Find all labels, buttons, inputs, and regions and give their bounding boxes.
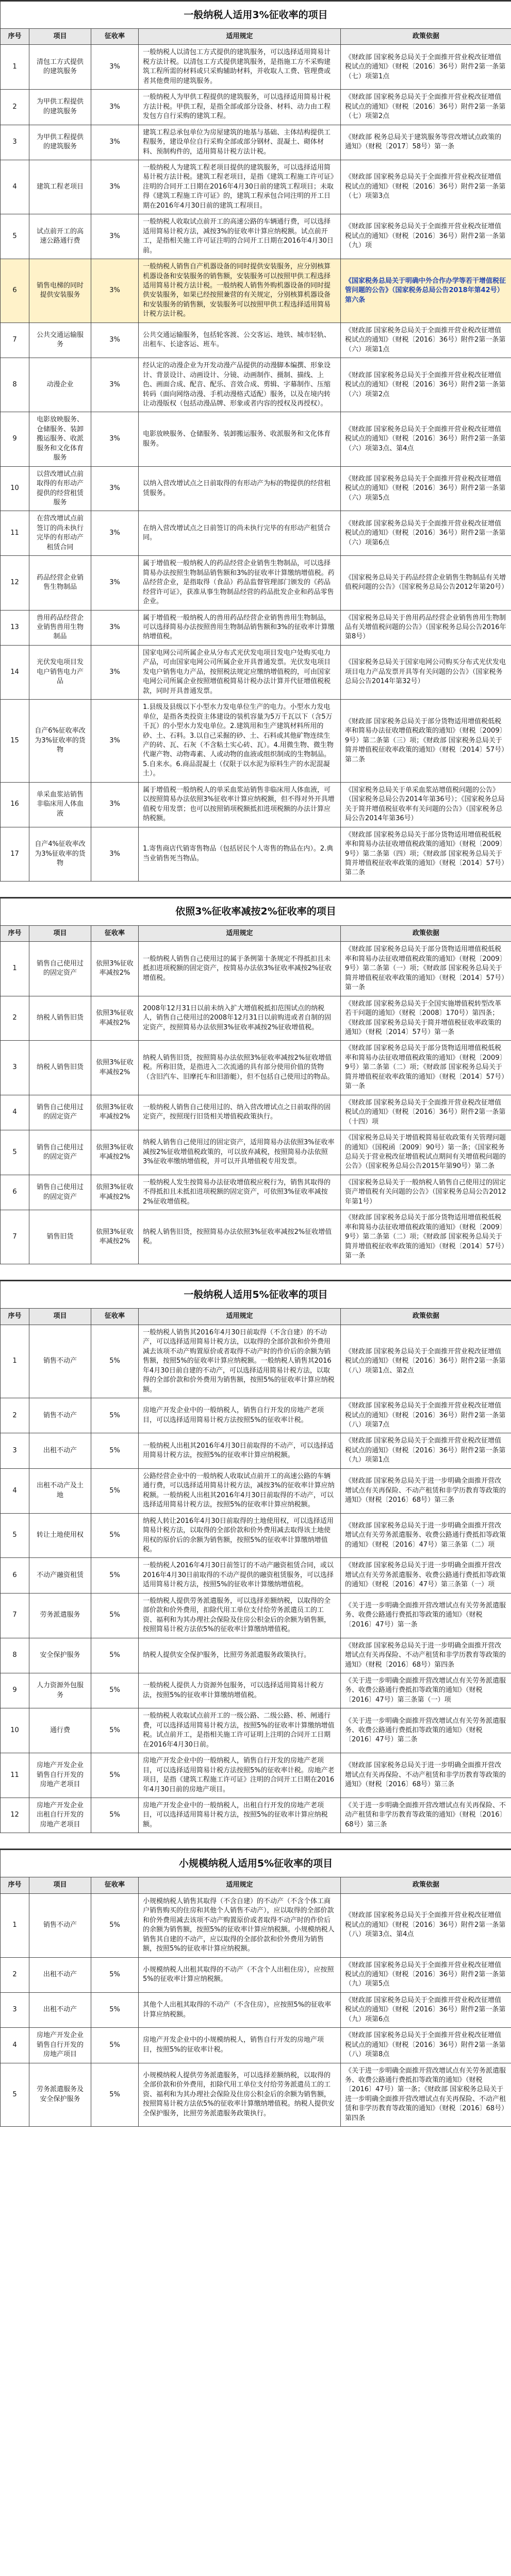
row-item: 以营改增试点前取得的有形动产提供的经营租赁服务 <box>29 466 91 511</box>
row-basis: 《关于进一步明确全面推开营改增试点有关劳务派遣服务、收费公路通行费抵扣等政策的通知》（财税〔2016〕47号）第三条第（一）项 <box>341 1673 511 1708</box>
row-rule: 一般纳税人以清包工方式提供的建筑服务，可以选择适用简易计税方法计税。以清包工方式提供建筑服务，是指施工方不采购建筑工程所需的材料或只采购辅助材料，并收取人工费、管理费或者其他费用的建筑服务。 <box>139 45 341 90</box>
column-header-rate: 征收率 <box>91 925 139 941</box>
table-row <box>1 358 511 412</box>
row-basis: 《财政部 国家税务总局关于全面推开营业税改征增值税试点的通知》（财税〔2016〕36号）附件2第一条第（九）项第5点 <box>341 1957 511 1992</box>
section-title: 一般纳税人适用3%征收率的项目 <box>1 1 511 29</box>
section-title-row <box>1 1850 511 1877</box>
row-basis: 《财政部 国家税务总局关于全面推开营业税改征增值税试点的通知》（财税〔2016〕36号）附件2第一条第（九）项 <box>341 214 511 259</box>
row-rate: 5% <box>91 1513 139 1558</box>
row-rule: 属于增值税一般纳税人的兽用药品经营企业销售兽用生物制品，可以选择简易办法按照兽用生物制品销售额和3%的征收率计算缴纳增值税。 <box>139 610 341 645</box>
row-rate: 3% <box>91 556 139 610</box>
column-header-item: 项目 <box>29 925 91 941</box>
section-gap-cell <box>1 1833 511 1850</box>
row-rule: 小规模纳税人出租其取得的不动产（不含个人出租住房），应按照5%的征收率计算应纳税额。 <box>139 1957 341 1992</box>
row-item: 光伏发电项目发电户销售电力产品 <box>29 645 91 699</box>
table-row <box>1 412 511 466</box>
table-row <box>1 259 511 323</box>
row-number: 10 <box>1 466 29 511</box>
row-rate: 5% <box>91 1708 139 1753</box>
row-rule: 一般纳税人销售自己使用过的属于条例第十条规定不得抵扣且未抵扣进项税额的固定资产，按简易办法依3%征收率减按2%征收增值税。 <box>139 942 341 996</box>
row-item: 纳税人销售旧货 <box>29 996 91 1041</box>
row-number: 12 <box>1 556 29 610</box>
row-rate: 5% <box>91 2028 139 2063</box>
row-basis: 《财政部 国家税务总局关于全面推开营业税改征增值税试点的通知》（财税〔2016〕36号）附件2第一条第（六）项第5点 <box>341 466 511 511</box>
row-rule: 房地产开发企业中的小规模纳税人，销售自行开发的房地产项目，按照5%的征收率计税。 <box>139 2028 341 2063</box>
row-rule: 一般纳税人2016年4月30日前签订的不动产融资租赁合同，或以2016年4月30日前取得的不动产提供的融资租赁服务，可以选择适用简易计税方法，按照5%的征收率计算缴纳增值税。 <box>139 1558 341 1593</box>
row-basis: 《国家税务总局关于一般纳税人销售自己使用过的固定资产增值税有关问题的公告》（国家税务总局公告2012年第1号） <box>341 1175 511 1210</box>
row-number: 2 <box>1 90 29 125</box>
column-header-basis: 政策依据 <box>341 1309 511 1325</box>
row-rule: 纳税人销售自己使用过的固定资产，适用简易办法依照3%征收率减按2%征收增值税政策的，可以放弃减税，按照简易办法依照3%征收率缴纳增值税，并可以开具增值税专用发票。 <box>139 1130 341 1175</box>
row-item: 销售旧货 <box>29 1210 91 1264</box>
row-number: 3 <box>1 125 29 160</box>
row-rate: 3% <box>91 412 139 466</box>
row-number: 9 <box>1 412 29 466</box>
row-item: 电影放映服务、仓储服务、装卸搬运服务、收派服务和文化体育服务 <box>29 412 91 466</box>
column-header-item: 项目 <box>29 1309 91 1325</box>
row-rate: 5% <box>91 1558 139 1593</box>
row-number: 2 <box>1 1957 29 1992</box>
row-rule: 1.县级及县级以下小型水力发电单位生产的电力。小型水力发电单位，是指各类投资主体建设的装机容量为5万千瓦以下（含5万千瓦）的小型水力发电单位。2.建筑用和生产建筑材料所用的砂、土、石料。3.以自己采掘的砂、土、石料或其他矿物连续生产的砖、瓦、石灰（不含粘土实心砖、瓦）。4.用微生物、微生物代谢产物、动物毒素、人或动物的血液或组织制成的生物制品。5.自来水。6.商品混凝土（仅限于以水泥为原料生产的水泥混凝土）。 <box>139 700 341 783</box>
row-item: 销售不动产 <box>29 1325 91 1398</box>
row-number: 1 <box>1 1893 29 1957</box>
row-rate: 5% <box>91 1433 139 1468</box>
row-rule: 房地产开发企业中的一般纳税人，销售自行开发的房地产老项目，可以选择适用简易计税方法按照5%的征收率计税。房地产老项目，是指《建筑工程施工许可证》注明的合同开工日期在2016年4月30日前的房地产项目。 <box>139 1753 341 1798</box>
row-basis: 《国家税务总局关于增值税简易征收政策有关管理问题的通知》（国税函〔2009〕90号）第一条；《国家税务总局关于营业税改征增值税试点期间有关增值税问题的公告》（国家税务总局公告2015年第90号）第二条 <box>341 1130 511 1175</box>
section-title: 小规模纳税人适用5%征收率的项目 <box>1 1850 511 1877</box>
row-rate: 5% <box>91 1992 139 2027</box>
row-basis: 《财政部 国家税务总局关于进一步明确全面推开营改增试点有关再保险、不动产租赁和非学历教育等政策的通知》（财税〔2016〕68号）第三条 <box>341 1753 511 1798</box>
row-rule: 其他个人出租其取得的不动产（不含住房），应按照5%的征收率计算应纳税额。 <box>139 1992 341 2027</box>
table-row <box>1 1041 511 1095</box>
row-basis: 《财政部 国家税务总局关于全面推开营业税改征增值税试点的通知》（财税〔2016〕36号）附件2第一条第（十四）项 <box>341 1095 511 1130</box>
row-number: 4 <box>1 160 29 214</box>
row-rule: 小规模纳税人提供劳务派遣服务，可以选择差额纳税，以取得的全部价款和价外费用，扣除代用工单位支付给劳务派遣员工的工资、福利和为其办理社会保险及住房公积金后的余额为销售额，按照简易计税方法依5%的征收率计算缴纳增值税。纳税人提供安全保护服务，比照劳务派遣服务政策执行。 <box>139 2063 341 2127</box>
section-gap <box>1 1264 511 1281</box>
table-row <box>1 466 511 511</box>
row-basis: 《财政部 国家税务总局关于部分货物适用增值税低税率和简易办法征收增值税政策的通知》（财税〔2009〕9号）第二条第（三）项；《财政部 国家税务总局关于简并增值税征收率政策的通知》（财税〔2014〕57号）第二条 <box>341 700 511 783</box>
row-basis: 《财政部 国家税务总局关于全面推开营业税改征增值税试点的通知》（财税〔2016〕36号）附件2第一条第（九）项第6点 <box>341 1992 511 2027</box>
row-item: 销售不动产 <box>29 1893 91 1957</box>
table-row <box>1 1992 511 2027</box>
row-number: 7 <box>1 1210 29 1264</box>
row-basis: 《财政部 国家税务总局关于全面推开营业税改征增值税试点的通知》（财税〔2016〕36号）附件2第一条第（八）项第1点、第2点 <box>341 1325 511 1398</box>
row-rate: 3% <box>91 160 139 214</box>
table-row <box>1 125 511 160</box>
table-row <box>1 645 511 699</box>
row-item: 建筑工程老项目 <box>29 160 91 214</box>
table-header-row <box>1 925 511 941</box>
table-row <box>1 1513 511 1558</box>
row-number: 13 <box>1 610 29 645</box>
row-number: 9 <box>1 1673 29 1708</box>
row-basis: 《关于进一步明确全面推开营改增试点有关劳务派遣服务、收费公路通行费抵扣等政策的通知》（财税〔2016〕47号）第一条 <box>341 1593 511 1638</box>
row-number: 8 <box>1 1638 29 1673</box>
row-rule: 以纳入营改增试点之日前取得的有形动产为标的物提供的经营租赁服务。 <box>139 466 341 511</box>
row-number: 16 <box>1 782 29 827</box>
row-rule: 一般纳税人为甲供工程提供的建筑服务，可以选择适用简易计税方法计税。甲供工程，是指全部或部分设备、材料、动力由工程发包方自行采购的建筑工程。 <box>139 90 341 125</box>
row-item: 通行费 <box>29 1708 91 1753</box>
row-rate: 3% <box>91 125 139 160</box>
row-item: 自产6%征收率改为3%征收率的货物 <box>29 700 91 783</box>
row-basis: 《财政部 国家税务总局关于全面推开营业税改征增值税试点的通知》（财税〔2016〕36号）附件2第一条第（八）项第3点、第4点 <box>341 1893 511 1957</box>
row-rate: 3% <box>91 610 139 645</box>
row-rate: 依照3%征收率减按2% <box>91 942 139 996</box>
row-basis: 《财政部 国家税务总局关于全国实施增值税转型改革若干问题的通知》（财税〔2008〕170号）第四条；《财政部 国家税务总局关于简并增值税征收率政策的通知》（财税〔2014〕57号）第一条 <box>341 996 511 1041</box>
row-item: 公共交通运输服务 <box>29 323 91 358</box>
row-number: 4 <box>1 1095 29 1130</box>
row-rate: 5% <box>91 1593 139 1638</box>
row-rule: 属于增值税一般纳税人的药品经营企业销售生物制品，可以选择简易办法按照生物制品销售额和3%的征收率计算缴纳增值税。药品经营企业，是指取得（食品）药品监督管理部门颁发的《药品经营许可证》，获准从事生物制品经营的药品批发企业和药品零售企业。 <box>139 556 341 610</box>
row-item: 单采血浆站销售非临床用人体血液 <box>29 782 91 827</box>
row-rate: 3% <box>91 45 139 90</box>
section-gap <box>1 1833 511 1850</box>
row-number: 1 <box>1 1325 29 1398</box>
row-number: 5 <box>1 1513 29 1558</box>
row-number: 5 <box>1 214 29 259</box>
row-item: 房地产开发企业销售自行开发的房地产老项目 <box>29 1753 91 1798</box>
row-rule: 一般纳税人为建筑工程老项目提供的建筑服务，可以选择适用简易计税方法计税。建筑工程老项目，是指《建筑工程施工许可证》注明的合同开工日期在2016年4月30日前的建筑工程项目；未取得《建筑工程施工许可证》的，建筑工程承包合同注明的开工日期在2016年4月30日前的建筑工程项目。 <box>139 160 341 214</box>
row-item: 出租不动产及土地 <box>29 1468 91 1513</box>
row-rate: 3% <box>91 259 139 323</box>
table-row <box>1 214 511 259</box>
table-row <box>1 90 511 125</box>
row-number: 2 <box>1 1398 29 1433</box>
row-number: 5 <box>1 2063 29 2127</box>
table-body <box>1 1 511 2127</box>
row-number: 7 <box>1 323 29 358</box>
row-number: 11 <box>1 1753 29 1798</box>
row-item: 纳税人销售旧货 <box>29 1041 91 1095</box>
row-basis: 《财政部 国家税务总局关于部分货物适用增值税低税率和简易办法征收增值税政策的通知》（财税〔2009〕9号）第二条第（二）项；《财政部 国家税务总局关于简并增值税征收率政策的通知》（财税〔2014〕57号）第一条 <box>341 1210 511 1264</box>
row-number: 5 <box>1 1130 29 1175</box>
row-item: 房地产开发企业出租自行开发的房地产老项目 <box>29 1798 91 1833</box>
row-rule: 公共交通运输服务，包括轮客渡、公交客运、地铁、城市轻轨、出租车、长途客运、班车。 <box>139 323 341 358</box>
row-basis: 《财政部 国家税务总局关于进一步明确全面推开营改增试点有关劳务派遣服务、收费公路通行费抵扣等政策的通知》（财税〔2016〕47号）第三条第（一）项 <box>341 1558 511 1593</box>
row-basis: 《财政部 国家税务总局关于全面推开营业税改征增值税试点的通知》（财税〔2016〕36号）附件2第一条第（七）项第3点 <box>341 160 511 214</box>
row-basis: 《财政部 国家税务总局关于部分货物适用增值税低税率和简易办法征收增值税政策的通知》（财税〔2009〕9号）第二条第（二）项；《财政部 国家税务总局关于简并增值税征收率政策的通知》（财税〔2014〕57号）第一条 <box>341 1041 511 1095</box>
row-rate: 3% <box>91 466 139 511</box>
table-row <box>1 556 511 610</box>
row-number: 1 <box>1 942 29 996</box>
row-number: 6 <box>1 1558 29 1593</box>
column-header-no: 序号 <box>1 1309 29 1325</box>
row-rule: 在纳入营改增试点之日前签订的尚未执行完毕的有形动产租赁合同。 <box>139 511 341 556</box>
row-rule: 纳税人转让2016年4月30日前取得的土地使用权，可以选择适用简易计税方法，以取得的全部价款和价外费用减去取得该土地使用权的原价后的余额为销售额，按照5%的征收率计算缴纳增值税。 <box>139 1513 341 1558</box>
table-row <box>1 1798 511 1833</box>
section-gap-cell <box>1 1264 511 1281</box>
row-basis: 《财政部 税务总局关于建筑服务等营改增试点政策的通知》（财税〔2017〕58号）第一条 <box>341 125 511 160</box>
table-row <box>1 1673 511 1708</box>
row-item: 销售自己使用过的固定资产 <box>29 1095 91 1130</box>
column-header-item: 项目 <box>29 1877 91 1893</box>
row-number: 15 <box>1 700 29 783</box>
row-item: 出租不动产 <box>29 1433 91 1468</box>
row-item: 劳务派遣服务及安全保护服务 <box>29 2063 91 2127</box>
row-number: 3 <box>1 1433 29 1468</box>
row-number: 4 <box>1 1468 29 1513</box>
row-item: 清包工方式提供的建筑服务 <box>29 45 91 90</box>
row-rule: 纳税人销售旧货，按照简易办法依照3%征收率减按2%征收增值税。 <box>139 1210 341 1264</box>
row-rate: 3% <box>91 323 139 358</box>
column-header-rate: 征收率 <box>91 1309 139 1325</box>
row-rate: 依照3%征收率减按2% <box>91 1210 139 1264</box>
table-row <box>1 1708 511 1753</box>
row-item: 药品经营企业销售生物制品 <box>29 556 91 610</box>
row-basis: 《财政部 国家税务总局关于部分货物适用增值税低税率和简易办法征收增值税政策的通知》（财税〔2009〕9号）第二条第（四）项；《财政部 国家税务总局关于简并增值税征收率政策的通知》（财税〔2014〕57号）第二条 <box>341 827 511 881</box>
table-row <box>1 610 511 645</box>
column-header-rate: 征收率 <box>91 29 139 45</box>
row-item: 销售自己使用过的固定资产 <box>29 1175 91 1210</box>
row-number: 4 <box>1 2028 29 2063</box>
row-item: 安全保护服务 <box>29 1638 91 1673</box>
column-header-rule: 适用规定 <box>139 925 341 941</box>
column-header-item: 项目 <box>29 29 91 45</box>
row-rate: 依照3%征收率减按2% <box>91 1041 139 1095</box>
row-rule: 建筑工程总承包单位为房屋建筑的地基与基础、主体结构提供工程服务，建设单位自行采购全部或部分钢材、混凝土、砌体材料、预制构件的，适用简易计税方法计税。 <box>139 125 341 160</box>
table-row <box>1 1130 511 1175</box>
table-row <box>1 1638 511 1673</box>
table-row <box>1 160 511 214</box>
table-row <box>1 1753 511 1798</box>
row-basis: 《财政部 国家税务总局关于全面推开营业税改征增值税试点的通知》（财税〔2016〕36号）附件2第一条第（七）项第1点 <box>341 45 511 90</box>
table-row <box>1 1175 511 1210</box>
table-row <box>1 1095 511 1130</box>
section-title-row <box>1 1 511 29</box>
column-header-basis: 政策依据 <box>341 29 511 45</box>
row-rule: 纳税人销售旧货，按照简易办法依照3%征收率减按2%征收增值税。所称旧货，是指进入二次流通的具有部分使用价值的货物（含旧汽车、旧摩托车和旧游艇），但不包括自己使用过的物品。 <box>139 1041 341 1095</box>
table-row <box>1 2028 511 2063</box>
column-header-rule: 适用规定 <box>139 1309 341 1325</box>
row-number: 2 <box>1 996 29 1041</box>
row-rate: 5% <box>91 1468 139 1513</box>
table-row <box>1 323 511 358</box>
row-item: 试点前开工的高速公路通行费 <box>29 214 91 259</box>
row-basis: 《财政部 国家税务总局关于全面推开营业税改征增值税试点的通知》（财税〔2016〕36号）附件2第一条第（七）项第2点 <box>341 90 511 125</box>
row-basis: 《财政部 国家税务总局关于进一步明确全面推开营改增试点有关再保险、不动产租赁和非学历教育等政策的通知》（财税〔2016〕68号）第三条 <box>341 1468 511 1513</box>
table-row <box>1 1398 511 1433</box>
row-basis: 《国家税务总局关于药品经营企业销售生物制品有关增值税问题的公告》（国家税务总局公告2012年第20号） <box>341 556 511 610</box>
table-row <box>1 1593 511 1638</box>
section-title-row <box>1 897 511 925</box>
row-rule: 一般纳税人提供人力资源外包服务，可以选择适用简易计税方法，按照5%的征收率计算缴纳增值税。 <box>139 1673 341 1708</box>
table-row <box>1 1433 511 1468</box>
row-rate: 3% <box>91 782 139 827</box>
table-row <box>1 45 511 90</box>
row-basis: 《关于进一步明确全面推开营改增试点有关再保险、不动产租赁和非学历教育等政策的通知》（财税〔2016〕68号）第三条 <box>341 1798 511 1833</box>
row-rule: 公路经营企业中的一般纳税人收取试点前开工的高速公路的车辆通行费，可以选择适用简易计税方法，减按3%的征收率计算应纳税额。一般纳税人出租其2016年4月30日前取得的不动产，可以选择适用简易计税方法，按照5%的征收率计算应纳税额。 <box>139 1468 341 1513</box>
row-rule: 一般纳税人发生按简易办法征收增值税应税行为，销售其取得的不得抵扣且未抵扣进项税额的固定资产，可依照3%征收率减按2%征收增值税。 <box>139 1175 341 1210</box>
section-title: 依照3%征收率减按2%征收率的项目 <box>1 897 511 925</box>
row-item: 为甲供工程提供的建筑服务 <box>29 125 91 160</box>
table-header-row <box>1 1309 511 1325</box>
row-basis: 《财政部 国家税务总局关于全面推开营业税改征增值税试点的通知》（财税〔2016〕36号）附件2第一条第（六）项第2点 <box>341 358 511 412</box>
column-header-no: 序号 <box>1 29 29 45</box>
row-rate: 5% <box>91 1798 139 1833</box>
table-row <box>1 511 511 556</box>
table-row <box>1 1893 511 1957</box>
row-rule: 房地产开发企业中的一般纳税人，出租自行开发的房地产老项目，可以选择适用简易计税方法，按照5%的征收率计算应纳税额。 <box>139 1798 341 1833</box>
row-rule: 2008年12月31日以前未纳入扩大增值税抵扣范围试点的纳税人，销售自己使用过的2008年12月31日以前购进或者自制的固定资产，按照简易办法依照3%征收率减按2%征收增值税。 <box>139 996 341 1041</box>
table-row <box>1 2063 511 2127</box>
row-rule: 经认定的动漫企业为开发动漫产品提供的动漫脚本编撰、形象设计、背景设计、动画设计、分镜、动画制作、摄制、描线、上色、画面合成、配音、配乐、音效合成、剪辑、字幕制作、压缩转码（面向网络动漫、手机动漫格式适配）服务，以及在境内转让动漫版权（包括动漫品牌、形象或者内容的授权及再授权）。 <box>139 358 341 412</box>
row-number: 6 <box>1 1175 29 1210</box>
row-rule: 电影放映服务、仓储服务、装卸搬运服务、收派服务和文化体育服务。 <box>139 412 341 466</box>
row-item: 人力资源外包服务 <box>29 1673 91 1708</box>
column-header-basis: 政策依据 <box>341 925 511 941</box>
row-item: 出租不动产 <box>29 1992 91 2027</box>
table-row <box>1 996 511 1041</box>
row-item: 动漫企业 <box>29 358 91 412</box>
row-rate: 3% <box>91 511 139 556</box>
column-header-rule: 适用规定 <box>139 1877 341 1893</box>
row-rate: 5% <box>91 1673 139 1708</box>
row-number: 17 <box>1 827 29 881</box>
row-rate: 5% <box>91 1893 139 1957</box>
row-basis: 《关于进一步明确全面推开营改增试点有关劳务派遣服务、收费公路通行费抵扣等政策的通知》（财税〔2016〕47号）第二条 <box>341 1708 511 1753</box>
row-item: 房地产开发企业销售自行开发的房地产项目 <box>29 2028 91 2063</box>
row-item: 为甲供工程提供的建筑服务 <box>29 90 91 125</box>
row-number: 1 <box>1 45 29 90</box>
row-item: 自产4%征收率改为3%征收率的货物 <box>29 827 91 881</box>
row-basis: 《财政部 国家税务总局关于全面推开营业税改征增值税试点的通知》（财税〔2016〕36号）附件2第一条第（八）项第8点 <box>341 2028 511 2063</box>
column-header-no: 序号 <box>1 1877 29 1893</box>
row-number: 8 <box>1 358 29 412</box>
row-basis: 《关于进一步明确全面推开营改增试点有关劳务派遣服务、收费公路通行费抵扣等政策的通知》（财税〔2016〕47号）第一条；《财政部 国家税务总局关于进一步明确全面推开营改增试点有关再保险、不动产租赁和非学历教育等政策的通知》（财税〔2016〕68号）第四条 <box>341 2063 511 2127</box>
row-item: 兽用药品经营企业销售兽用生物制品 <box>29 610 91 645</box>
row-rule: 纳税人提供安全保护服务，比照劳务派遣服务政策执行。 <box>139 1638 341 1673</box>
table-header-row <box>1 29 511 45</box>
row-number: 3 <box>1 1041 29 1095</box>
row-number: 6 <box>1 259 29 323</box>
row-rule: 一般纳税人收取试点前开工的高速公路的车辆通行费，可以选择适用简易计税方法，减按3%的征收率计算应纳税额。试点前开工，是指相关施工许可证注明的合同开工日期在2016年4月30日前。 <box>139 214 341 259</box>
row-number: 14 <box>1 645 29 699</box>
row-rule: 一般纳税人收取试点前开工的一级公路、二级公路、桥、闸通行费，可以选择适用简易计税方法，按照5%的征收率计算缴纳增值税。试点前开工，是指相关施工许可证明上注明的合同开工日期在2016年4月30日前。 <box>139 1708 341 1753</box>
row-rule: 一般纳税人提供劳务派遣服务，可以选择差额纳税，以取得的全部价款和价外费用，扣除代用工单位支付给劳务派遣员工的工资、福利和为其办理社会保险及住房公积金后的余额为销售额，按照简易计税方法依5%的征收率计算缴纳增值税。 <box>139 1593 341 1638</box>
section-gap <box>1 881 511 897</box>
column-header-no: 序号 <box>1 925 29 941</box>
table-row <box>1 700 511 783</box>
row-basis: 《财政部 国家税务总局关于全面推开营业税改征增值税试点的通知》（财税〔2016〕36号）附件2第一条第（六）项第3点、第4点 <box>341 412 511 466</box>
row-basis: 《国家税务总局关于兽用药品经营企业销售兽用生物制品有关增值税问题的公告》（国家税务总局公告2016年第8号） <box>341 610 511 645</box>
row-rule: 小规模纳税人销售其取得（不含自建）的不动产（不含个体工商户销售购买的住房和其他个人销售不动产），应以取得的全部价款和价外费用减去该项不动产购置原价或者取得不动产时的作价后的余额为销售额，按照5%的征收率计算应纳税额。小规模纳税人销售其自建的不动产，应以取得的全部价款和价外费用为销售额，按照5%的征收率计算应纳税额。 <box>139 1893 341 1957</box>
row-rate: 5% <box>91 1325 139 1398</box>
row-number: 3 <box>1 1992 29 2027</box>
row-rate: 3% <box>91 700 139 783</box>
row-basis: 《财政部 国家税务总局关于全面推开营业税改征增值税试点的通知》（财税〔2016〕36号）附件2第一条第（六）项第1点 <box>341 323 511 358</box>
row-rule: 属于增值税一般纳税人的单采血浆站销售非临床用人体血液，可以按照简易办法依照3%征收率计算应纳税额，但不得对外开具增值税专用发票；也可以按照销项税额抵扣进项税额的办法计算应纳税额。 <box>139 782 341 827</box>
section-gap-cell <box>1 881 511 897</box>
row-rule: 一般纳税人销售其2016年4月30日前取得（不含自建）的不动产，可以选择适用简易计税方法，以取得的全部价款和价外费用减去该项不动产购置原价或者取得不动产时的作价后的余额为销售额，按照5%的征收率计算应纳税额。一般纳税人销售其2016年4月30日前自建的不动产，可以选择适用简易计税方法，以取得的全部价款和价外费用为销售额，按照5%的征收率计算应纳税额。 <box>139 1325 341 1398</box>
row-item: 转让土地使用权 <box>29 1513 91 1558</box>
table-row <box>1 1558 511 1593</box>
row-rate: 5% <box>91 1753 139 1798</box>
row-basis: 《国家税务总局关于明确中外合作办学等若干增值税征管问题的公告》（国家税务总局公告2018年第42号）第六条 <box>341 259 511 323</box>
row-rate: 3% <box>91 358 139 412</box>
row-number: 12 <box>1 1798 29 1833</box>
table-row <box>1 1468 511 1513</box>
row-item: 出租不动产 <box>29 1957 91 1992</box>
row-rule: 国家电网公司所属企业从分布式光伏发电项目发电户处购买电力产品，可由国家电网公司所属企业开具普通发票。光伏发电项目发电户销售电力产品，按照税法规定应缴纳增值税的，可由国家电网公司所属企业按照增值税简易计税办法计算并代征增值税税款，同时开具普通发票。 <box>139 645 341 699</box>
column-header-rate: 征收率 <box>91 1877 139 1893</box>
table-row <box>1 782 511 827</box>
row-basis: 《国家税务总局关于单采血浆站增值税问题的公告》（国家税务总局公告2014年第36号）；《国家税务总局关于简并增值税征收率有关问题的公告》（国家税务总局公告2014年第36号） <box>341 782 511 827</box>
row-rate: 5% <box>91 1957 139 1992</box>
row-item: 销售自己使用过的固定资产 <box>29 1130 91 1175</box>
row-item: 销售自己使用过的固定资产 <box>29 942 91 996</box>
row-rule: 一般纳税人销售自己使用过的、纳入营改增试点之日前取得的固定资产，按照现行旧货相关增值税政策执行。 <box>139 1095 341 1130</box>
row-rule: 房地产开发企业中的一般纳税人，销售自行开发的房地产老项目，可以选择适用简易计税方法按照5%的征收率计税。 <box>139 1398 341 1433</box>
table-row <box>1 942 511 996</box>
row-basis: 《财政部 国家税务总局关于部分货物适用增值税低税率和简易办法征收增值税政策的通知》（财税〔2009〕9号）第二条第（一）项；《财政部 国家税务总局关于简并增值税征收率政策的通知》（财税〔2014〕57号）第一条 <box>341 942 511 996</box>
section-title-row <box>1 1281 511 1309</box>
table-header-row <box>1 1877 511 1893</box>
row-rate: 依照3%征收率减按2% <box>91 1095 139 1130</box>
row-rate: 5% <box>91 1398 139 1433</box>
row-item: 不动产融资租赁 <box>29 1558 91 1593</box>
column-header-basis: 政策依据 <box>341 1877 511 1893</box>
column-header-rule: 适用规定 <box>139 29 341 45</box>
table-row <box>1 1325 511 1398</box>
row-rule: 一般纳税人出租其2016年4月30日前取得的不动产，可以选择适用简易计税方法，按照5%的征收率计算应纳税额。 <box>139 1433 341 1468</box>
row-rule: 一般纳税人销售自产机器设备的同时提供安装服务，应分别核算机器设备和安装服务的销售额，安装服务可以按照甲供工程选择适用简易计税方法计税。一般纳税人销售外购机器设备的同时提供安装服务，如果已经按照兼营的有关规定，分别核算机器设备和安装服务的销售额，安装服务可以按照甲供工程选择适用简易计税方法计税。 <box>139 259 341 323</box>
row-rate: 3% <box>91 90 139 125</box>
row-item: 销售电梯的同时提供安装服务 <box>29 259 91 323</box>
row-rate: 3% <box>91 827 139 881</box>
row-rate: 依照3%征收率减按2% <box>91 996 139 1041</box>
row-number: 7 <box>1 1593 29 1638</box>
row-number: 10 <box>1 1708 29 1753</box>
row-rate: 5% <box>91 2063 139 2127</box>
row-rate: 5% <box>91 1638 139 1673</box>
table-row <box>1 1957 511 1992</box>
row-rule: 1.寄售商店代销寄售物品（包括居民个人寄售的物品在内）。2.典当业销售死当物品。 <box>139 827 341 881</box>
row-basis: 《财政部 国家税务总局关于进一步明确全面推开营改增试点有关劳务派遣服务、收费公路通行费抵扣等政策的通知》（财税〔2016〕47号）第三条第（二）项 <box>341 1513 511 1558</box>
row-rate: 3% <box>91 645 139 699</box>
row-rate: 依照3%征收率减按2% <box>91 1175 139 1210</box>
row-item: 销售不动产 <box>29 1398 91 1433</box>
row-basis: 《财政部 国家税务总局关于全面推开营业税改征增值税试点的通知》（财税〔2016〕36号）附件2第一条第（六）项第6点 <box>341 511 511 556</box>
row-number: 11 <box>1 511 29 556</box>
row-rate: 依照3%征收率减按2% <box>91 1130 139 1175</box>
table-row <box>1 827 511 881</box>
row-basis: 《国家税务总局关于国家电网公司购买分布式光伏发电项目电力产品发票开具等有关问题的公告》（国家税务总局公告2014年第32号） <box>341 645 511 699</box>
section-title: 一般纳税人适用5%征收率的项目 <box>1 1281 511 1309</box>
row-basis: 《财政部 国家税务总局关于全面推开营业税改征增值税试点的通知》（财税〔2016〕36号）附件2第一条第（九）项第1点 <box>341 1433 511 1468</box>
table-row <box>1 1210 511 1264</box>
row-item: 劳务派遣服务 <box>29 1593 91 1638</box>
row-basis: 《财政部 国家税务总局关于全面推开营业税改征增值税试点的通知》（财税〔2016〕36号）附件2第一条第（八）项第7点 <box>341 1398 511 1433</box>
row-item: 在营改增试点前签订的尚未执行完毕的有形动产租赁合同 <box>29 511 91 556</box>
row-basis: 《财政部 国家税务总局关于进一步明确全面推开营改增试点有关再保险、不动产租赁和非学历教育等政策的通知》（财税〔2016〕68号）第四条 <box>341 1638 511 1673</box>
row-rate: 3% <box>91 214 139 259</box>
